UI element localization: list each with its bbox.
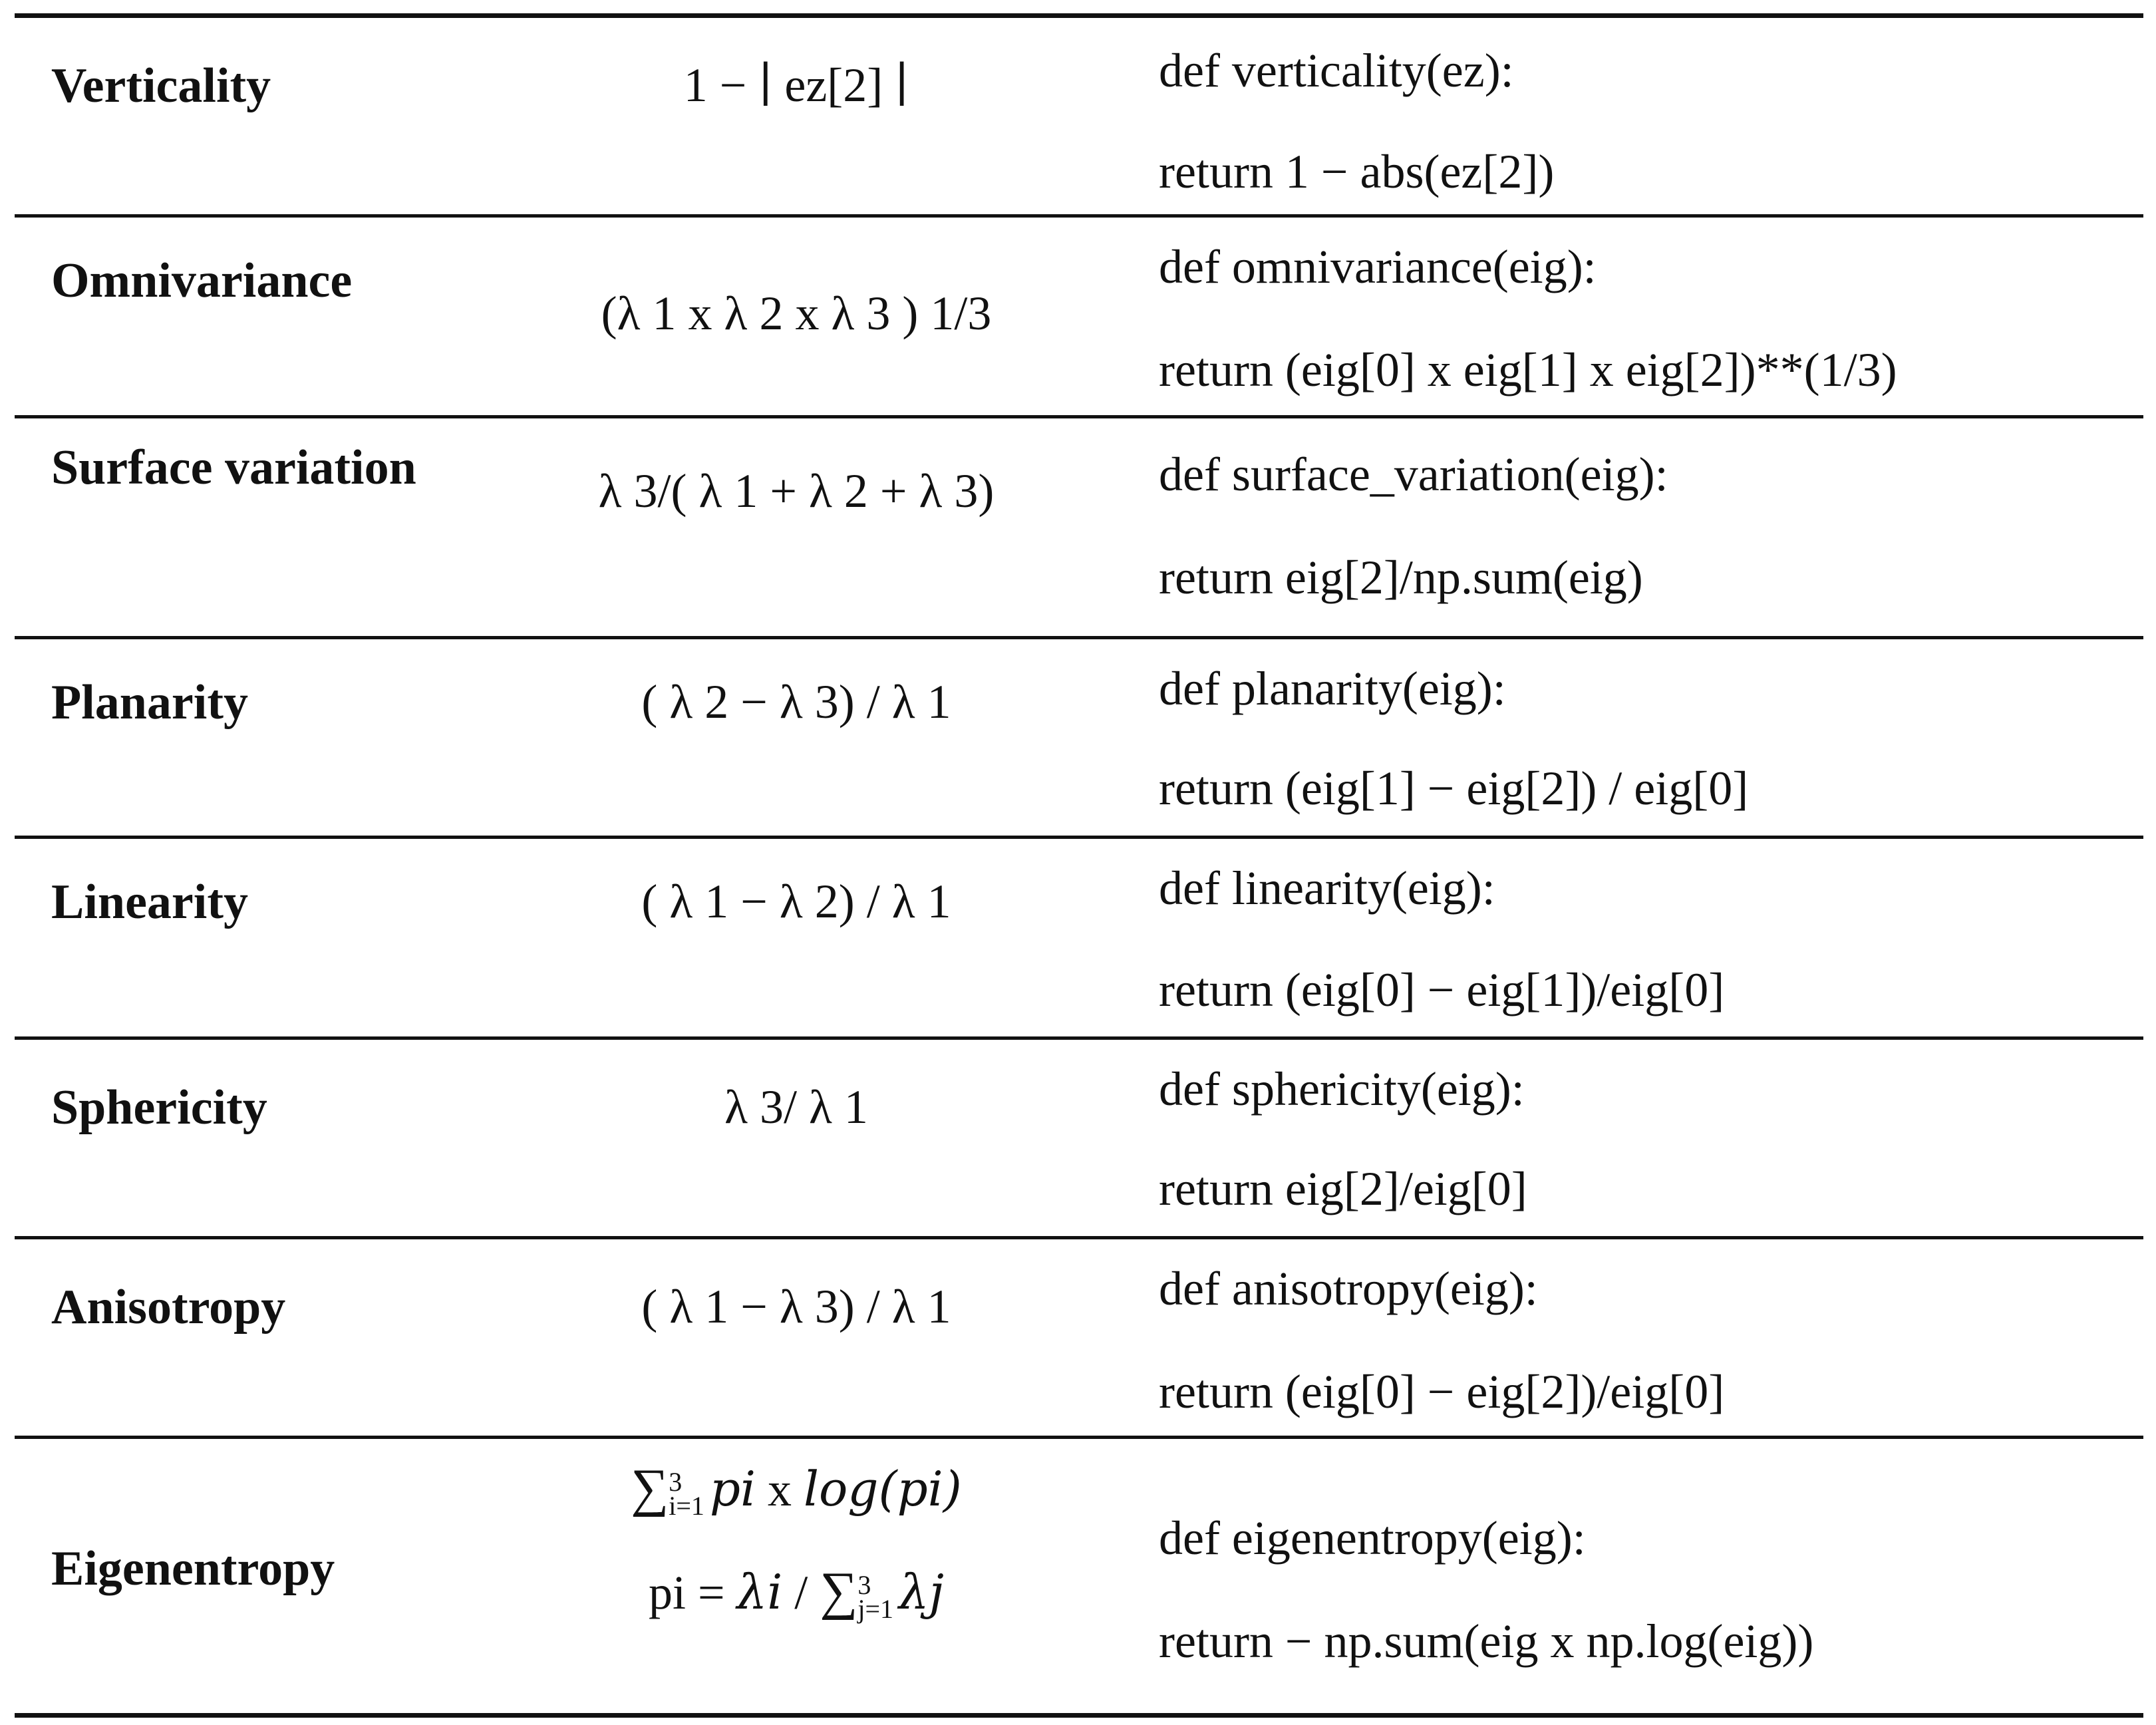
code-def-line: def anisotropy(eig): (1159, 1262, 1538, 1315)
feature-formula: (λ 1 x λ 2 x λ 3 ) 1/3 (601, 287, 992, 340)
code-def-line: def verticality(ez): (1159, 44, 1514, 97)
sum-upper: 3 (857, 1570, 871, 1601)
code-return-line: return (eig[0] − eig[2])/eig[0] (1159, 1365, 1725, 1418)
table-row-anisotropy (15, 1239, 2143, 1439)
code-return-line: return eig[2]/eig[0] (1159, 1162, 1527, 1215)
feature-name: Planarity (51, 675, 248, 730)
table-row-eigenentropy (15, 1439, 2143, 1713)
sum-upper: 3 (669, 1467, 683, 1497)
code-def-line: def planarity(eig): (1159, 662, 1506, 715)
table-row-linearity (15, 839, 2143, 1040)
code-def-line: def eigenentropy(eig): (1159, 1511, 1586, 1565)
feature-table (15, 13, 2143, 1718)
table-row-verticality (15, 18, 2143, 218)
feature-formula: ( λ 1 − λ 2) / λ 1 (641, 875, 951, 928)
feature-formula: λ 3/ λ 1 (724, 1080, 868, 1134)
feature-name: Surface variation (51, 440, 416, 495)
feature-name: Eigenentropy (51, 1541, 335, 1596)
sum-lower: j=1 (857, 1594, 894, 1625)
lambda-j: λj (899, 1564, 944, 1620)
term-log: log(pi) (804, 1461, 962, 1517)
pi-lhs: pi = (649, 1566, 737, 1619)
divide-sign: / (782, 1566, 820, 1619)
feature-formula: ( λ 1 − λ 3) / λ 1 (641, 1280, 951, 1333)
feature-name: Anisotropy (51, 1280, 286, 1334)
feature-formula-pi (520, 1562, 1072, 1625)
code-def-line: def surface_variation(eig): (1159, 448, 1668, 501)
code-return-line: return 1 − abs(ez[2]) (1159, 145, 1555, 198)
feature-formula: 1 − ∣ ez[2] ∣ (683, 59, 909, 112)
sum-limits (669, 1467, 704, 1521)
sum-symbol: ∑ (820, 1562, 858, 1621)
feature-formula-sum (520, 1459, 1072, 1521)
sum-lower: i=1 (669, 1491, 704, 1521)
feature-name: Verticality (51, 59, 271, 113)
feature-name: Omnivariance (51, 253, 353, 308)
code-def-line: def linearity(eig): (1159, 862, 1495, 915)
code-return-line: return eig[2]/np.sum(eig) (1159, 551, 1643, 604)
code-return-line: return (eig[1] − eig[2]) / eig[0] (1159, 762, 1749, 815)
sum-limits (857, 1570, 894, 1625)
table-row-sphericity (15, 1040, 2143, 1239)
code-def-line: def sphericity(eig): (1159, 1062, 1525, 1116)
code-return-line: return (eig[0] − eig[1])/eig[0] (1159, 963, 1725, 1017)
feature-name: Sphericity (51, 1080, 267, 1135)
feature-formula: ( λ 2 − λ 3) / λ 1 (641, 675, 951, 728)
code-def-line: def omnivariance(eig): (1159, 240, 1597, 293)
term-pi: pi (709, 1461, 756, 1517)
code-return-line: return (eig[0] x eig[1] x eig[2])**(1/3) (1159, 343, 1897, 396)
table-row-surface-variation (15, 418, 2143, 639)
times-sign: x (756, 1463, 804, 1516)
lambda-i: λi (736, 1564, 783, 1620)
feature-name: Linearity (51, 875, 248, 929)
table-row-planarity (15, 639, 2143, 839)
sum-symbol: ∑ (631, 1459, 669, 1517)
code-return-line: return − np.sum(eig x np.log(eig)) (1159, 1615, 1814, 1668)
feature-formula: λ 3/( λ 1 + λ 2 + λ 3) (598, 464, 995, 518)
table-row-omnivariance (15, 218, 2143, 418)
